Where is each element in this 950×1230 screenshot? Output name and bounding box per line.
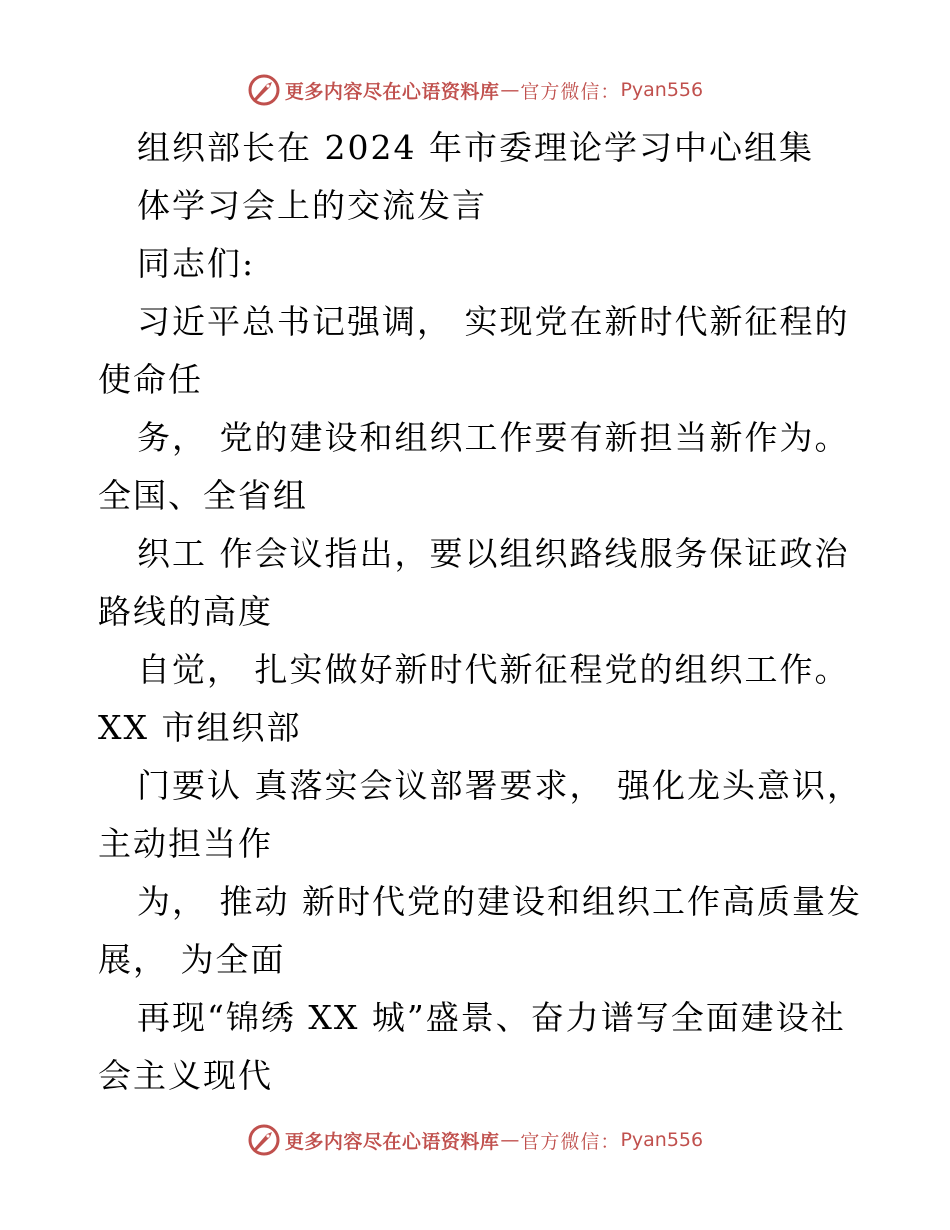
banner-dash: — [500,79,520,101]
doc-line: 为， 推动 新时代党的建设和组织工作高质量发 [137,882,862,921]
doc-line: 务， 党的建设和组织工作要有新担当新作为。 [137,418,850,457]
doc-line: 再现“锦绣 XX 城”盛景、奋力谱写全面建设社 [137,998,846,1037]
banner-official-label: 官方微信： [520,1130,621,1153]
doc-title-line-1: 组织部长在 2024 年市委理论学习中心组集 [137,128,814,167]
doc-line: 路线的高度 [98,592,273,631]
doc-line: 习近平总书记强调， 实现党在新时代新征程的 [137,302,850,341]
doc-line: 门要认 真落实会议部署要求， 强化龙头意识， [137,766,862,805]
doc-line: XX 市组织部 [98,708,302,747]
doc-line: 展， 为全面 [98,940,286,979]
header-banner [0,70,950,110]
banner-main-text: 更多内容尽在心语资料库 [284,1130,500,1153]
doc-line: 全国、全省组 [98,476,308,515]
doc-line: 自觉， 扎实做好新时代新征程党的组织工作。 [137,650,850,689]
doc-line: 会主义现代 [98,1056,273,1095]
banner-dash: — [500,1129,520,1151]
banner-wechat-id: Pyan556 [620,79,704,101]
doc-line: 使命任 [98,360,203,399]
pen-nib-logo-icon [247,73,281,107]
banner-official-label: 官方微信： [520,80,621,103]
pen-nib-logo-icon [247,1123,281,1157]
doc-salutation: 同志们: [137,244,256,283]
banner-main-text: 更多内容尽在心语资料库 [284,80,500,103]
doc-line: 织工 作会议指出，要以组织路线服务保证政治 [137,534,850,573]
doc-title-line-2: 体学习会上的交流发言 [137,186,487,225]
doc-line: 主动担当作 [98,824,273,863]
footer-banner [0,1120,950,1160]
banner-wechat-id: Pyan556 [620,1129,704,1151]
